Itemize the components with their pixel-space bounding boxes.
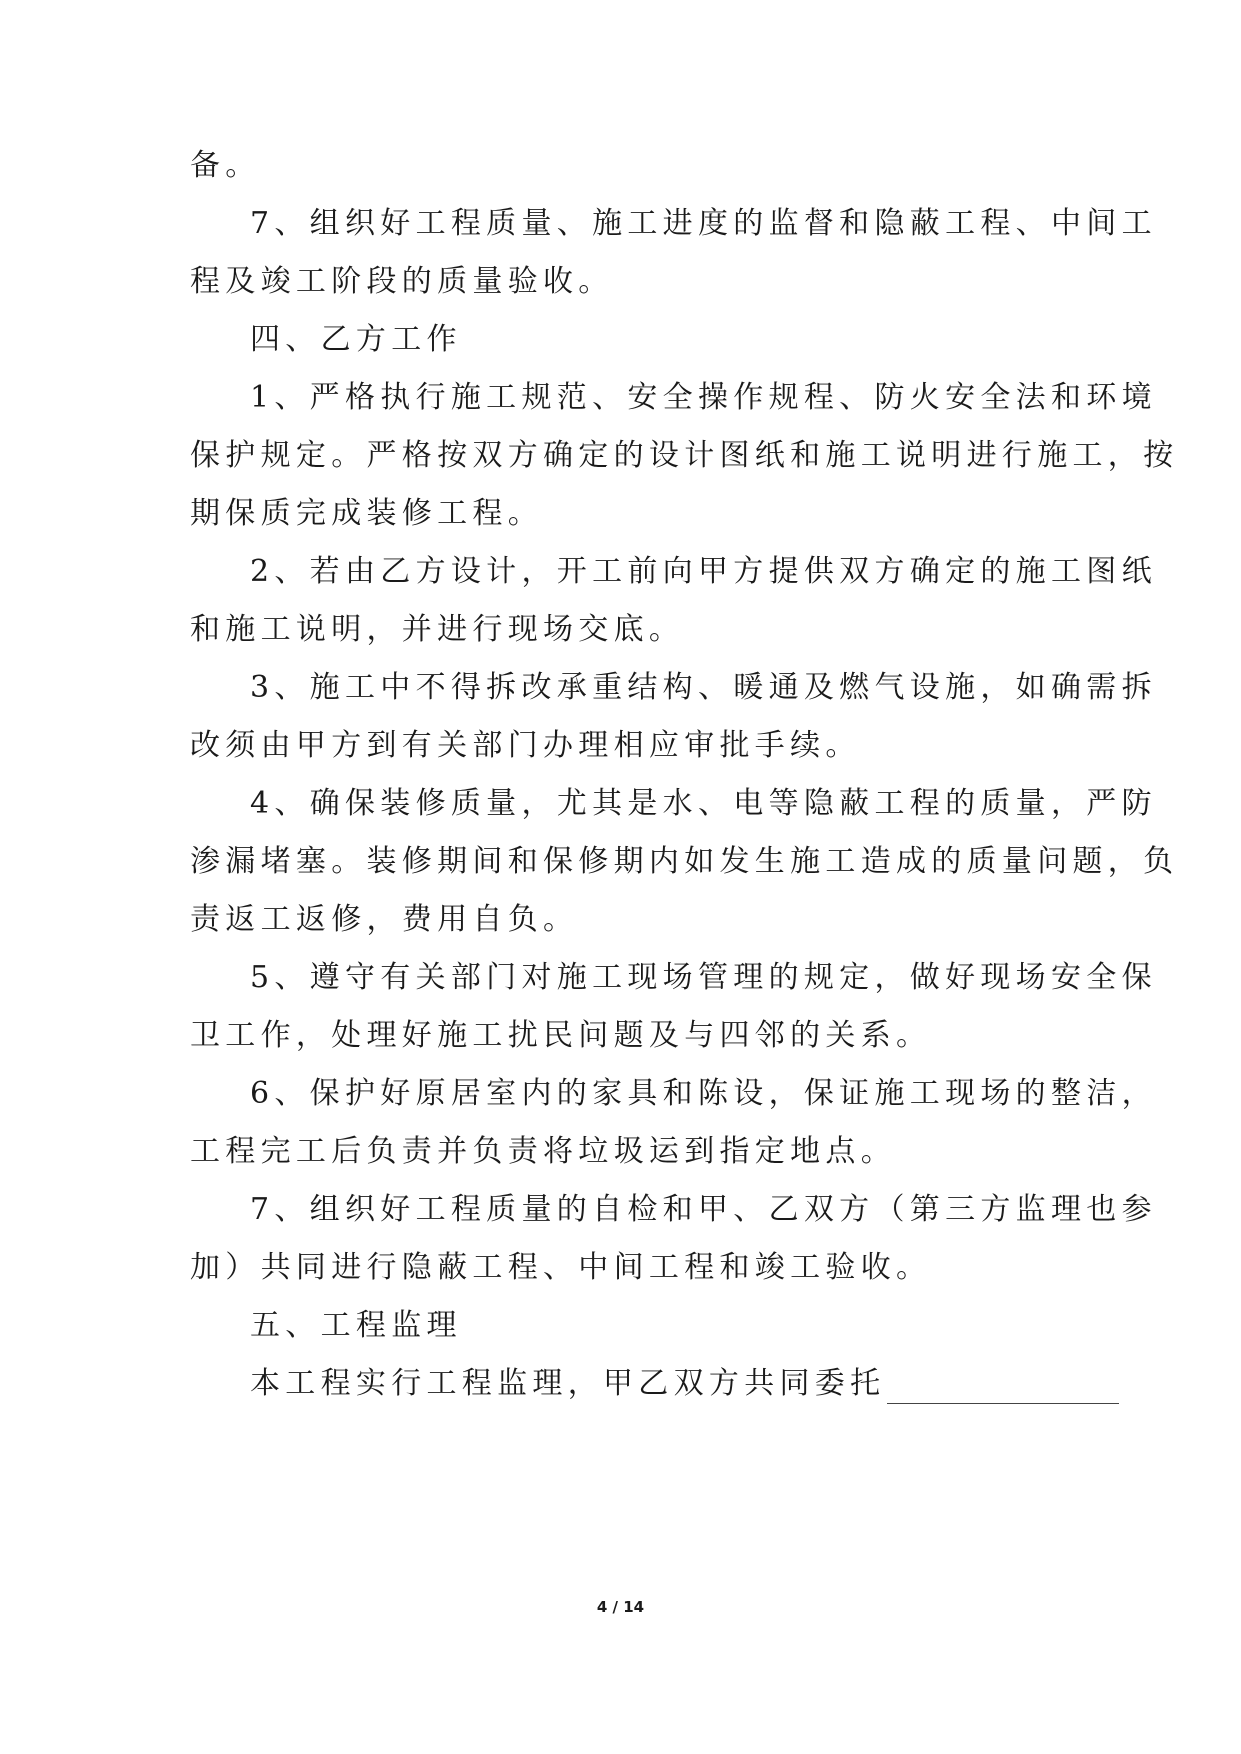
text-line: 备。 bbox=[190, 148, 261, 183]
text-line: 工程完工后负责并负责将垃圾运到指定地点。 bbox=[190, 1134, 896, 1169]
text-line: 卫工作，处理好施工扰民问题及与四邻的关系。 bbox=[190, 1018, 932, 1053]
text-line: 责返工返修，费用自负。 bbox=[190, 902, 579, 937]
text-line: 1、严格执行施工规范、安全操作规程、防火安全法和环境 bbox=[250, 380, 1157, 415]
text-line-with-blank bbox=[250, 1364, 1119, 1404]
text-line: 2、若由乙方设计，开工前向甲方提供双方确定的施工图纸 bbox=[250, 554, 1157, 589]
text-line: 4、确保装修质量，尤其是水、电等隐蔽工程的质量，严防 bbox=[250, 786, 1157, 821]
text-line: 6、保护好原居室内的家具和陈设，保证施工现场的整洁， bbox=[250, 1076, 1157, 1111]
text-line: 改须由甲方到有关部门办理相应审批手续。 bbox=[190, 728, 861, 763]
text-line: 期保质完成装修工程。 bbox=[190, 496, 543, 531]
text-line: 渗漏堵塞。装修期间和保修期内如发生施工造成的质量问题，负 bbox=[190, 844, 1179, 879]
section-heading: 五、工程监理 bbox=[250, 1308, 462, 1343]
text-line: 加）共同进行隐蔽工程、中间工程和竣工验收。 bbox=[190, 1250, 932, 1285]
text-line: 和施工说明，并进行现场交底。 bbox=[190, 612, 685, 647]
text-line: 3、施工中不得拆改承重结构、暖通及燃气设施，如确需拆 bbox=[250, 670, 1157, 705]
text-line: 7、组织好工程质量、施工进度的监督和隐蔽工程、中间工 bbox=[250, 206, 1157, 241]
page-number: 4 / 14 bbox=[596, 1598, 645, 1616]
text-line: 程及竣工阶段的质量验收。 bbox=[190, 264, 614, 299]
text-line: 本工程实行工程监理，甲乙双方共同委托 bbox=[250, 1366, 886, 1401]
fill-in-blank bbox=[887, 1373, 1119, 1404]
section-heading: 四、乙方工作 bbox=[250, 322, 462, 357]
text-line: 5、遵守有关部门对施工现场管理的规定，做好现场安全保 bbox=[250, 960, 1157, 995]
text-line: 保护规定。严格按双方确定的设计图纸和施工说明进行施工，按 bbox=[190, 438, 1179, 473]
text-line: 7、组织好工程质量的自检和甲、乙双方（第三方监理也参 bbox=[250, 1192, 1157, 1227]
